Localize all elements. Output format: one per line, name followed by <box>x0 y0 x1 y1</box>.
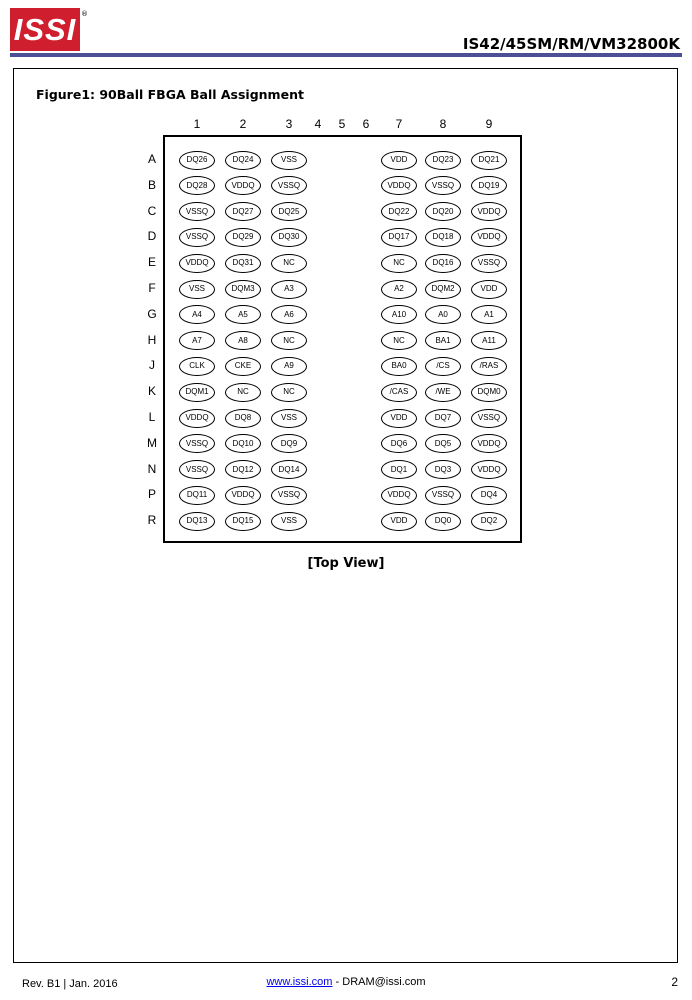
row-label: M <box>147 435 157 450</box>
column-label: 9 <box>485 117 493 131</box>
ball-pin: DQ5 <box>425 434 461 453</box>
website-link[interactable]: www.issi.com <box>266 976 333 988</box>
issi-logo <box>10 8 80 51</box>
ball-pin: DQ26 <box>179 151 215 170</box>
ball-pin: DQ1 <box>381 460 417 479</box>
ball-pin: DQ6 <box>381 434 417 453</box>
ball-pin: VSS <box>179 280 215 299</box>
page-number: 2 <box>671 975 678 989</box>
ball-pin: BA1 <box>425 331 461 350</box>
ball-pin: VSSQ <box>271 176 307 195</box>
ball-pin: DQ14 <box>271 460 307 479</box>
ball-pin: DQ29 <box>225 228 261 247</box>
row-label: C <box>147 203 157 218</box>
ball-pin: DQ22 <box>381 202 417 221</box>
ball-pin: A2 <box>381 280 417 299</box>
column-label: 8 <box>439 117 447 131</box>
ball-pin: NC <box>225 383 261 402</box>
row-label: E <box>147 255 156 270</box>
ball-pin: DQ9 <box>271 434 307 453</box>
ball-pin: VDD <box>381 409 417 428</box>
ball-pin: CKE <box>225 357 261 376</box>
figure-title: Figure1: 90Ball FBGA Ball Assignment <box>36 87 304 102</box>
ball-pin: /CAS <box>381 383 417 402</box>
logo-text: ISSI <box>13 11 77 47</box>
column-label: 2 <box>239 117 247 131</box>
ball-pin: DQ12 <box>225 460 261 479</box>
ball-pin: NC <box>271 331 307 350</box>
ball-pin: VSSQ <box>179 202 215 221</box>
ball-pin: DQM2 <box>425 280 461 299</box>
header-rule <box>10 53 682 57</box>
ball-pin: A10 <box>381 305 417 324</box>
row-label: H <box>147 332 157 347</box>
ball-pin: /RAS <box>471 357 507 376</box>
email-text: DRAM@issi.com <box>342 976 426 988</box>
ball-pin: DQ31 <box>225 254 261 273</box>
column-label: 1 <box>193 117 201 131</box>
ball-pin: DQ20 <box>425 202 461 221</box>
ball-pin: A0 <box>425 305 461 324</box>
ball-pin: NC <box>271 383 307 402</box>
ball-pin: VSSQ <box>471 254 507 273</box>
ball-pin: VSSQ <box>179 460 215 479</box>
ball-pin: NC <box>381 331 417 350</box>
row-label: D <box>147 229 157 244</box>
column-label: 5 <box>338 117 346 131</box>
ball-pin: VSSQ <box>179 434 215 453</box>
row-label: J <box>149 358 155 373</box>
ball-pin: DQ4 <box>471 486 507 505</box>
ball-pin: VDDQ <box>225 486 261 505</box>
ball-pin: DQ17 <box>381 228 417 247</box>
ball-pin: DQ18 <box>425 228 461 247</box>
ball-pin: VSS <box>271 409 307 428</box>
ball-pin: /CS <box>425 357 461 376</box>
ball-pin: VSS <box>271 512 307 531</box>
ball-pin: DQ23 <box>425 151 461 170</box>
ball-pin: DQ13 <box>179 512 215 531</box>
ball-pin: DQM3 <box>225 280 261 299</box>
ball-pin: VSSQ <box>425 176 461 195</box>
ball-pin: DQ0 <box>425 512 461 531</box>
ball-pin: DQ10 <box>225 434 261 453</box>
row-label: R <box>147 513 157 528</box>
column-label: 4 <box>314 117 322 131</box>
registered-mark: ® <box>81 10 88 18</box>
row-label: B <box>147 177 156 192</box>
package-outline <box>163 135 522 543</box>
ball-pin: VDDQ <box>471 434 507 453</box>
row-label: A <box>147 152 156 166</box>
ball-pin: DQ15 <box>225 512 261 531</box>
ball-pin: A7 <box>179 331 215 350</box>
row-label: F <box>148 281 156 295</box>
column-label: 3 <box>285 117 293 131</box>
ball-pin: DQ3 <box>425 460 461 479</box>
ball-pin: DQ7 <box>425 409 461 428</box>
figure-caption: [Top View] <box>307 556 385 571</box>
ball-pin: DQM0 <box>471 383 507 402</box>
ball-pin: VDDQ <box>225 176 261 195</box>
row-label: P <box>147 487 156 502</box>
ball-pin: A1 <box>471 305 507 324</box>
ball-pin: VSSQ <box>179 228 215 247</box>
ball-pin: DQ28 <box>179 176 215 195</box>
ball-pin: DQ19 <box>471 176 507 195</box>
ball-pin: A8 <box>225 331 261 350</box>
ball-pin: VSSQ <box>271 486 307 505</box>
row-label: L <box>148 410 156 424</box>
ball-pin: DQ21 <box>471 151 507 170</box>
ball-pin: NC <box>381 254 417 273</box>
ball-pin: VDDQ <box>471 202 507 221</box>
ball-pin: VSSQ <box>471 409 507 428</box>
ball-pin: VDDQ <box>381 176 417 195</box>
ball-pin: DQ30 <box>271 228 307 247</box>
row-label: K <box>147 384 156 399</box>
ball-pin: /WE <box>425 383 461 402</box>
ball-pin: A11 <box>471 331 507 350</box>
ball-pin: VSS <box>271 151 307 170</box>
ball-pin: VSSQ <box>425 486 461 505</box>
ball-pin: DQM1 <box>179 383 215 402</box>
ball-pin: DQ8 <box>225 409 261 428</box>
ball-pin: CLK <box>179 357 215 376</box>
ball-pin: DQ11 <box>179 486 215 505</box>
ball-pin: VDDQ <box>179 409 215 428</box>
ball-pin: BA0 <box>381 357 417 376</box>
ball-pin: VDDQ <box>381 486 417 505</box>
footer-contact <box>0 976 692 988</box>
ball-pin: DQ24 <box>225 151 261 170</box>
ball-pin: DQ16 <box>425 254 461 273</box>
footer-revision: Rev. B1 | Jan. 2016 <box>22 978 118 990</box>
ball-pin: DQ27 <box>225 202 261 221</box>
ball-pin: VDD <box>381 151 417 170</box>
ball-pin: A9 <box>271 357 307 376</box>
ball-pin: VDDQ <box>471 460 507 479</box>
ball-pin: VDDQ <box>471 228 507 247</box>
document-title: IS42/45SM/RM/VM32800K <box>462 35 680 53</box>
row-label: G <box>147 306 157 321</box>
ball-pin: A5 <box>225 305 261 324</box>
ball-pin: VDDQ <box>179 254 215 273</box>
ball-pin: A6 <box>271 305 307 324</box>
ball-pin: VDD <box>471 280 507 299</box>
ball-pin: NC <box>271 254 307 273</box>
column-label: 6 <box>362 117 370 131</box>
ball-pin: DQ25 <box>271 202 307 221</box>
row-label: N <box>147 461 157 476</box>
ball-pin: VDD <box>381 512 417 531</box>
footer-separator: - <box>332 976 343 988</box>
ball-pin: A3 <box>271 280 307 299</box>
column-label: 7 <box>395 117 403 131</box>
ball-pin: DQ2 <box>471 512 507 531</box>
ball-pin: A4 <box>179 305 215 324</box>
